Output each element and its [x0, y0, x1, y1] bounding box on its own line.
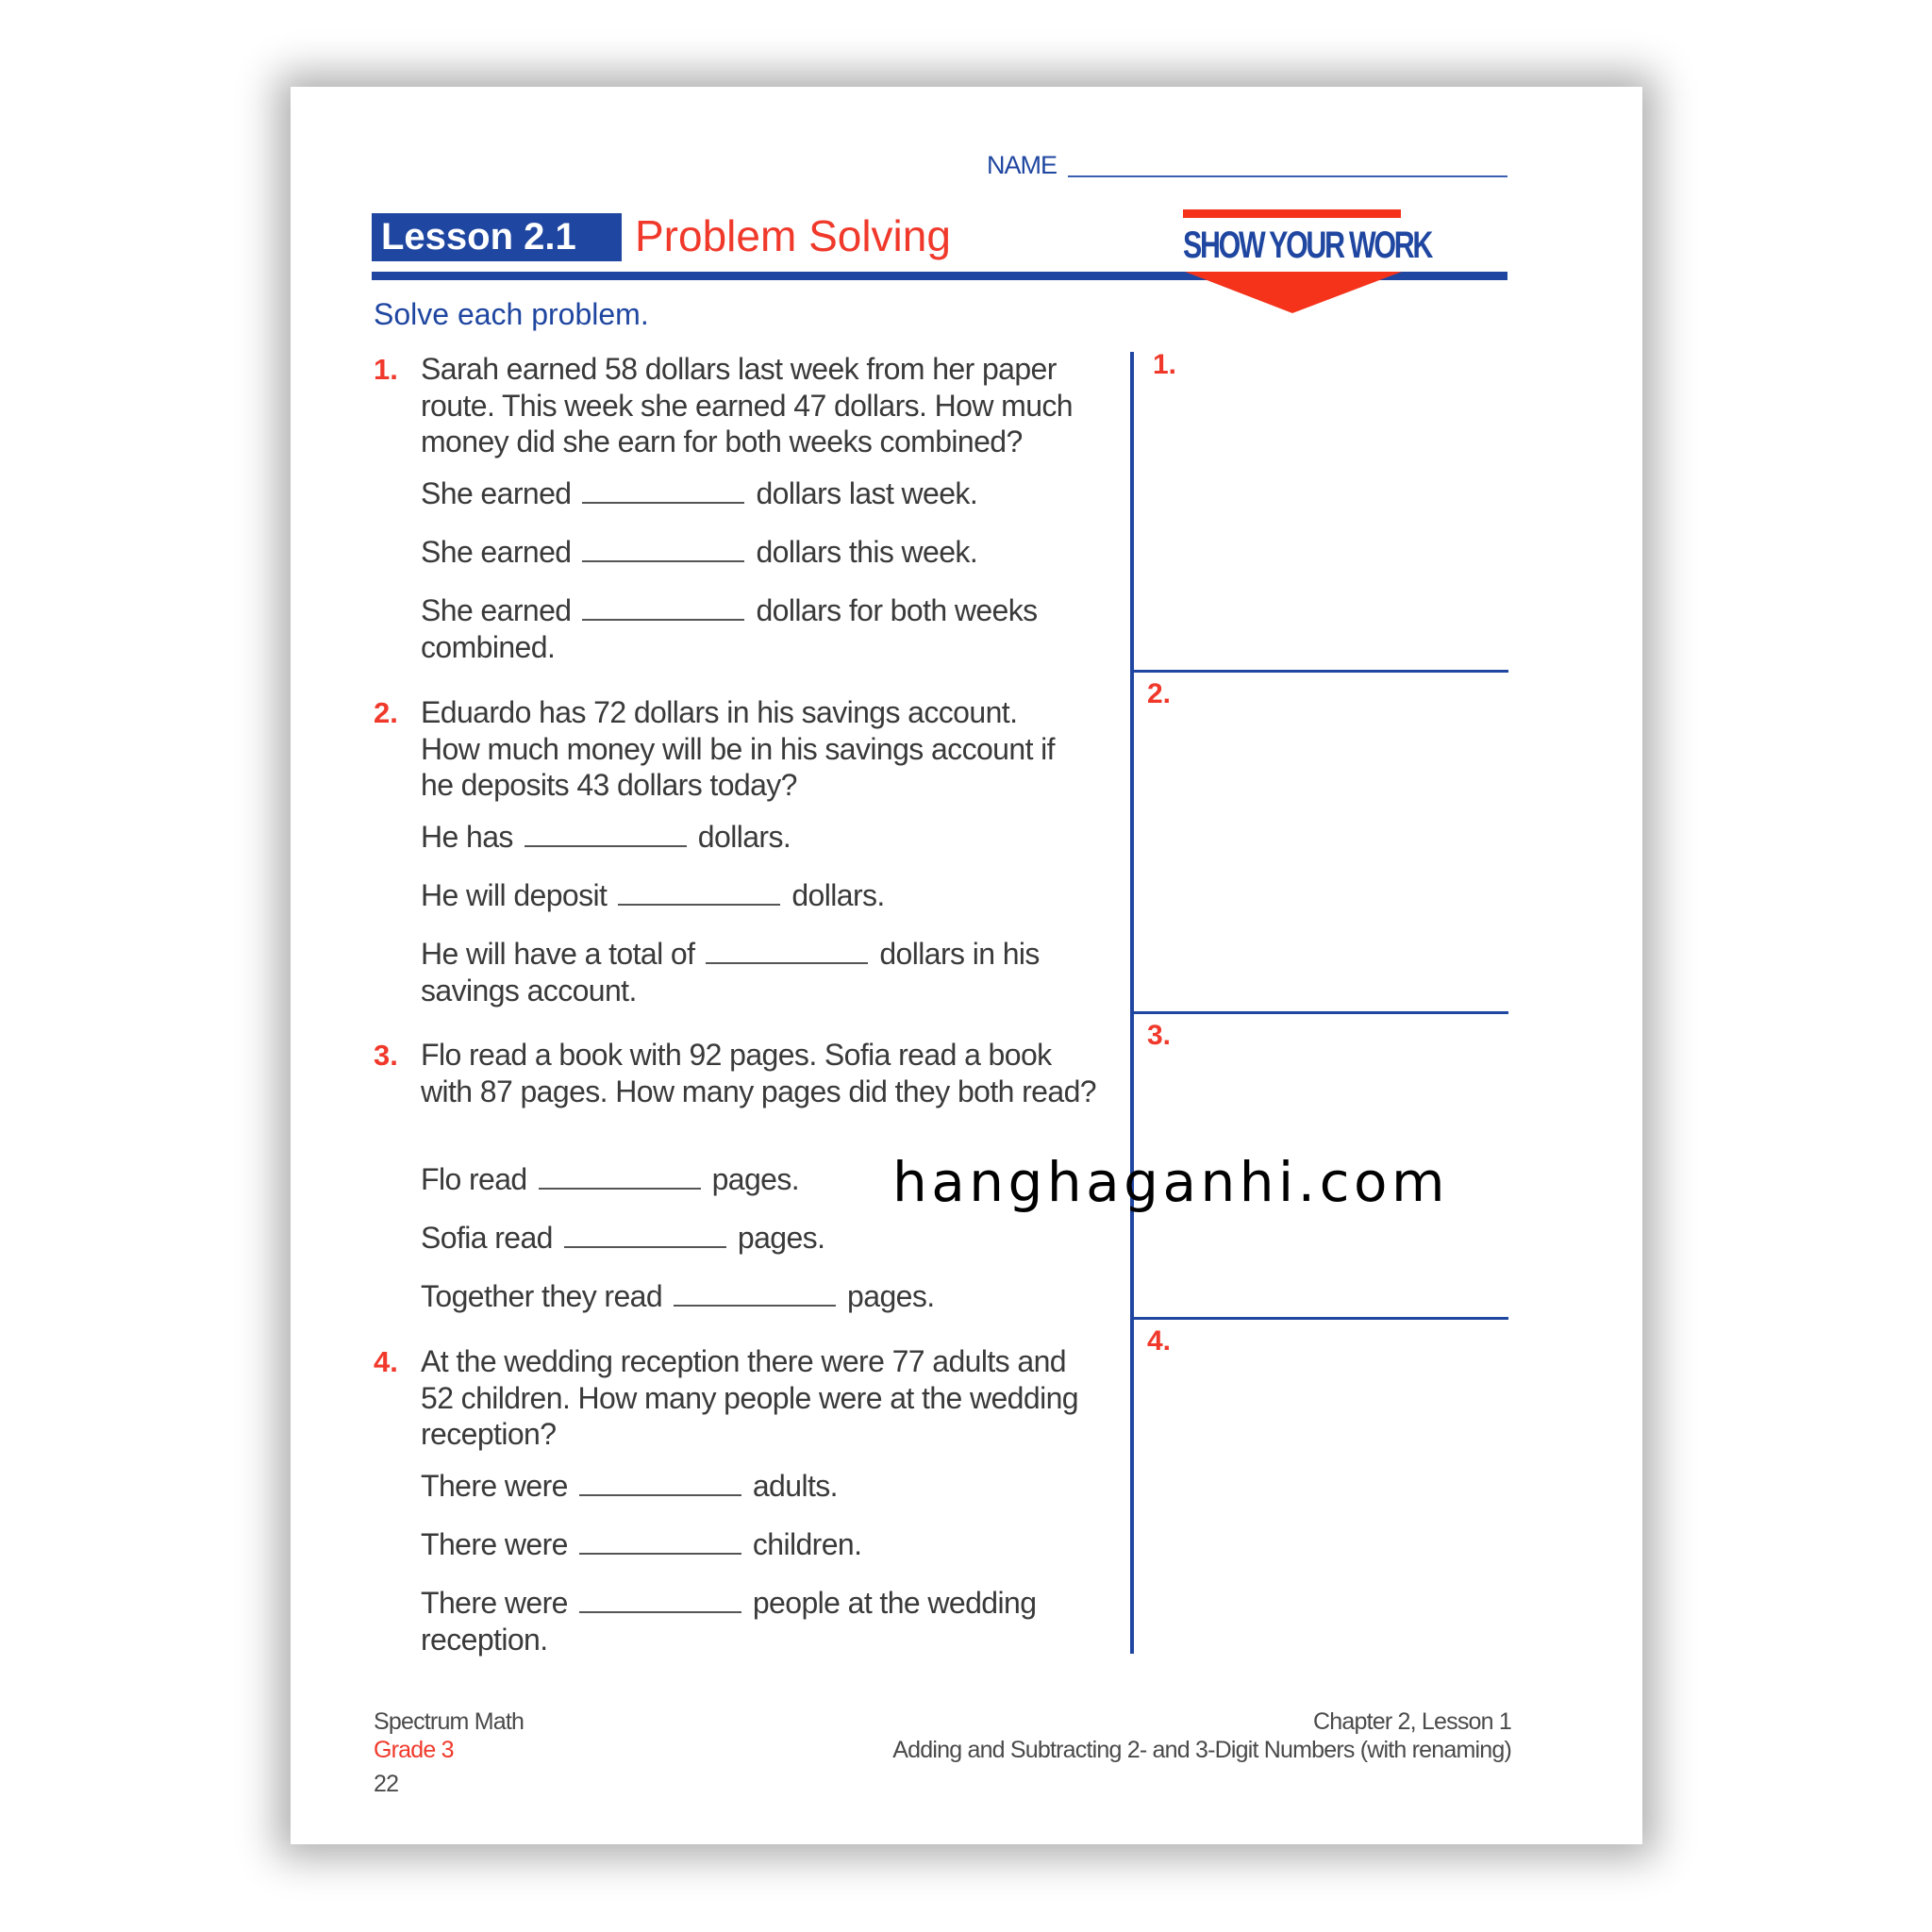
answer-line: There were people at the wedding reception.	[421, 1586, 1037, 1657]
answer-blank[interactable]	[582, 502, 744, 504]
answer-line: Flo read pages.	[421, 1162, 800, 1196]
answer-blank[interactable]	[618, 904, 780, 906]
answer-line: He will have a total of dollars in his savings account.	[421, 937, 1040, 1008]
problem-text: Eduardo has 72 dollars in his savings account. How much money will be in his savings account if he deposits 43 dollars today?	[421, 695, 1055, 802]
watermark: hanghaganhi.com	[892, 1150, 1449, 1214]
problem-text: At the wedding reception there were 77 adults and 52 children. How many people were at the wedding reception?	[421, 1344, 1078, 1451]
footer-chapter: Chapter 2, Lesson 1	[1313, 1708, 1511, 1735]
work-area-divider	[1132, 1011, 1508, 1014]
work-area-label-2: 2.	[1147, 678, 1172, 709]
answer-line: He has dollars.	[421, 820, 791, 854]
footer-series: Spectrum Math	[374, 1708, 525, 1735]
work-area-divider-vertical	[1130, 352, 1134, 1654]
work-area-1[interactable]	[1136, 353, 1507, 668]
show-your-work-heading: SHOW YOUR WORK	[1183, 225, 1432, 266]
work-area-label-4: 4.	[1147, 1325, 1172, 1357]
answer-blank[interactable]	[539, 1188, 701, 1190]
answer-blank[interactable]	[706, 962, 868, 964]
answer-blank[interactable]	[579, 1611, 741, 1613]
lesson-badge: Lesson 2.1	[372, 213, 622, 261]
answer-blank[interactable]	[564, 1246, 726, 1248]
name-label: NAME	[987, 151, 1058, 179]
problem-text: Flo read a book with 92 pages. Sofia read a book with 87 pages. How many pages did they both read?	[421, 1038, 1096, 1108]
answer-line: Sofia read pages.	[421, 1221, 825, 1255]
problem-number: 4.	[374, 1345, 398, 1378]
work-area-4[interactable]	[1136, 1323, 1507, 1653]
answer-blank[interactable]	[579, 1494, 741, 1496]
problem-number: 2.	[374, 696, 398, 729]
answer-line: He will deposit dollars.	[421, 878, 885, 912]
work-area-divider	[1132, 1317, 1508, 1320]
work-area-label-3: 3.	[1147, 1020, 1172, 1051]
problem-number: 3.	[374, 1039, 398, 1072]
problem-number: 1.	[374, 353, 398, 386]
work-area-label-1: 1.	[1153, 349, 1177, 380]
answer-line: Together they read pages.	[421, 1279, 935, 1313]
problem-text: Sarah earned 58 dollars last week from her paper route. This week she earned 47 dollars. How much money did she earn for both weeks combined?	[421, 352, 1073, 458]
work-area-2[interactable]	[1136, 675, 1507, 1009]
answer-line: She earned dollars for both weeks combined.	[421, 593, 1038, 664]
answer-line: She earned dollars last week.	[421, 476, 978, 510]
answer-line: There were adults.	[421, 1469, 838, 1503]
footer-grade: Grade 3	[374, 1737, 454, 1763]
answer-blank[interactable]	[582, 560, 744, 562]
lesson-title: Problem Solving	[635, 211, 951, 260]
answer-line: There were children.	[421, 1527, 862, 1561]
answer-blank[interactable]	[674, 1305, 836, 1307]
answer-blank[interactable]	[582, 619, 744, 621]
show-your-work-stripe	[1183, 209, 1401, 218]
work-area-divider	[1132, 670, 1508, 673]
name-field[interactable]	[1068, 175, 1507, 177]
answer-line: She earned dollars this week.	[421, 535, 978, 569]
answer-blank[interactable]	[525, 845, 687, 847]
footer-topic: Adding and Subtracting 2- and 3-Digit Numbers (with renaming)	[892, 1737, 1511, 1763]
instruction-text: Solve each problem.	[374, 297, 649, 331]
down-arrow-icon	[1185, 272, 1402, 313]
page-number: 22	[374, 1771, 399, 1797]
answer-blank[interactable]	[579, 1553, 741, 1555]
